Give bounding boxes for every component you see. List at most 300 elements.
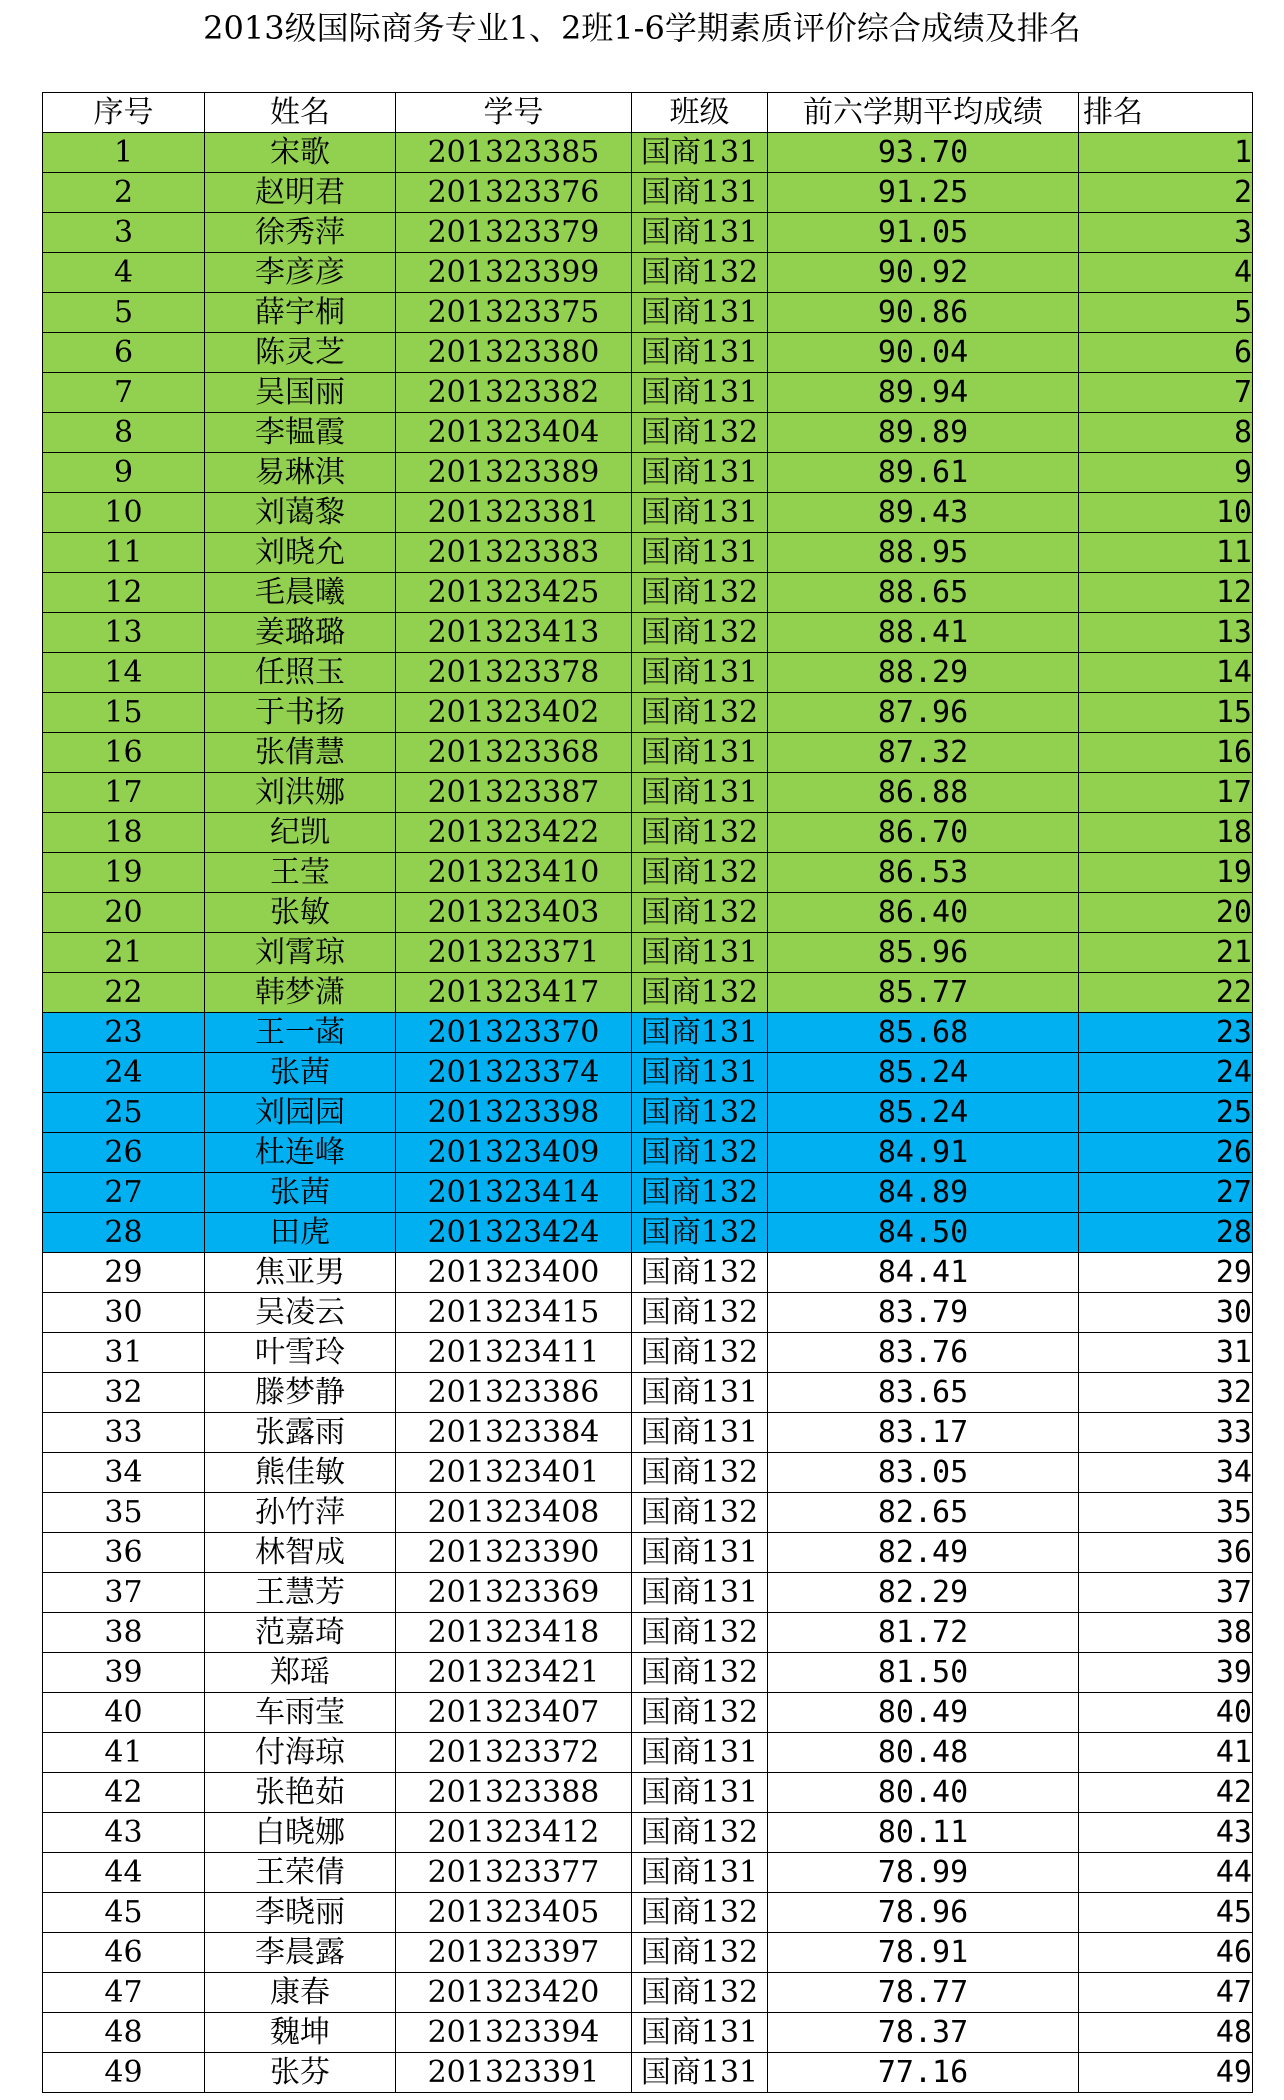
- table-row: [43, 173, 1253, 213]
- cell-class: 国商132: [632, 1333, 768, 1373]
- cell-rank: 47: [1079, 1973, 1253, 2013]
- cell-average-score: 80.49: [768, 1693, 1079, 1733]
- cell-seq: 47: [43, 1973, 205, 2013]
- cell-name: 宋歌: [205, 133, 396, 173]
- cell-seq: 21: [43, 933, 205, 973]
- cell-class: 国商131: [632, 1413, 768, 1453]
- table-row: [43, 893, 1253, 933]
- page-title: 2013级国际商务专业1、2班1-6学期素质评价综合成绩及排名: [203, 9, 1081, 47]
- table-row: [43, 1453, 1253, 1493]
- cell-class: 国商131: [632, 1573, 768, 1613]
- cell-class: 国商131: [632, 493, 768, 533]
- cell-average-score: 86.40: [768, 893, 1079, 933]
- cell-rank: 8: [1079, 413, 1253, 453]
- cell-seq: 27: [43, 1173, 205, 1213]
- cell-rank: 3: [1079, 213, 1253, 253]
- table-row: [43, 613, 1253, 653]
- table-row: [43, 853, 1253, 893]
- cell-rank: 28: [1079, 1213, 1253, 1253]
- table-row: [43, 653, 1253, 693]
- cell-seq: 20: [43, 893, 205, 933]
- cell-student-id: 201323389: [396, 453, 632, 493]
- cell-average-score: 83.17: [768, 1413, 1079, 1453]
- table-row: [43, 1213, 1253, 1253]
- cell-average-score: 90.92: [768, 253, 1079, 293]
- cell-seq: 48: [43, 2013, 205, 2053]
- cell-rank: 35: [1079, 1493, 1253, 1533]
- cell-average-score: 84.50: [768, 1213, 1079, 1253]
- cell-class: 国商131: [632, 1533, 768, 1573]
- cell-student-id: 201323421: [396, 1653, 632, 1693]
- cell-name: 田虎: [205, 1213, 396, 1253]
- cell-average-score: 85.96: [768, 933, 1079, 973]
- cell-student-id: 201323386: [396, 1373, 632, 1413]
- cell-average-score: 88.65: [768, 573, 1079, 613]
- cell-rank: 14: [1079, 653, 1253, 693]
- table-row: [43, 1293, 1253, 1333]
- cell-class: 国商132: [632, 1173, 768, 1213]
- cell-student-id: 201323385: [396, 133, 632, 173]
- cell-class: 国商132: [632, 613, 768, 653]
- cell-student-id: 201323401: [396, 1453, 632, 1493]
- cell-class: 国商132: [632, 1453, 768, 1493]
- cell-seq: 32: [43, 1373, 205, 1413]
- cell-rank: 45: [1079, 1893, 1253, 1933]
- cell-seq: 25: [43, 1093, 205, 1133]
- cell-name: 刘洪娜: [205, 773, 396, 813]
- cell-average-score: 91.05: [768, 213, 1079, 253]
- cell-class: 国商132: [632, 1693, 768, 1733]
- cell-average-score: 90.04: [768, 333, 1079, 373]
- table-body: [43, 133, 1253, 2093]
- cell-average-score: 78.77: [768, 1973, 1079, 2013]
- cell-rank: 12: [1079, 573, 1253, 613]
- table-row: [43, 1013, 1253, 1053]
- cell-seq: 2: [43, 173, 205, 213]
- cell-name: 吴国丽: [205, 373, 396, 413]
- cell-student-id: 201323390: [396, 1533, 632, 1573]
- cell-class: 国商131: [632, 373, 768, 413]
- cell-seq: 34: [43, 1453, 205, 1493]
- cell-seq: 23: [43, 1013, 205, 1053]
- cell-average-score: 88.29: [768, 653, 1079, 693]
- cell-seq: 16: [43, 733, 205, 773]
- cell-name: 魏坤: [205, 2013, 396, 2053]
- cell-rank: 22: [1079, 973, 1253, 1013]
- cell-average-score: 85.24: [768, 1093, 1079, 1133]
- cell-name: 徐秀萍: [205, 213, 396, 253]
- cell-student-id: 201323422: [396, 813, 632, 853]
- cell-student-id: 201323377: [396, 1853, 632, 1893]
- cell-class: 国商131: [632, 653, 768, 693]
- table-row: [43, 573, 1253, 613]
- cell-average-score: 78.91: [768, 1933, 1079, 1973]
- cell-average-score: 82.29: [768, 1573, 1079, 1613]
- cell-name: 吴凌云: [205, 1293, 396, 1333]
- cell-class: 国商132: [632, 1093, 768, 1133]
- cell-name: 范嘉琦: [205, 1613, 396, 1653]
- cell-class: 国商131: [632, 173, 768, 213]
- cell-rank: 10: [1079, 493, 1253, 533]
- cell-name: 付海琼: [205, 1733, 396, 1773]
- cell-seq: 39: [43, 1653, 205, 1693]
- cell-rank: 19: [1079, 853, 1253, 893]
- cell-name: 孙竹萍: [205, 1493, 396, 1533]
- cell-name: 于书扬: [205, 693, 396, 733]
- cell-seq: 26: [43, 1133, 205, 1173]
- cell-name: 杜连峰: [205, 1133, 396, 1173]
- cell-class: 国商132: [632, 253, 768, 293]
- cell-name: 张露雨: [205, 1413, 396, 1453]
- cell-name: 刘霄琼: [205, 933, 396, 973]
- cell-rank: 30: [1079, 1293, 1253, 1333]
- cell-seq: 5: [43, 293, 205, 333]
- cell-seq: 45: [43, 1893, 205, 1933]
- cell-class: 国商132: [632, 573, 768, 613]
- cell-student-id: 201323408: [396, 1493, 632, 1533]
- cell-rank: 43: [1079, 1813, 1253, 1853]
- cell-student-id: 201323418: [396, 1613, 632, 1653]
- cell-student-id: 201323413: [396, 613, 632, 653]
- cell-rank: 4: [1079, 253, 1253, 293]
- cell-average-score: 88.41: [768, 613, 1079, 653]
- cell-name: 任照玉: [205, 653, 396, 693]
- cell-student-id: 201323388: [396, 1773, 632, 1813]
- cell-student-id: 201323399: [396, 253, 632, 293]
- cell-student-id: 201323411: [396, 1333, 632, 1373]
- table-row: [43, 933, 1253, 973]
- cell-name: 叶雪玲: [205, 1333, 396, 1373]
- table-row: [43, 1933, 1253, 1973]
- cell-student-id: 201323425: [396, 573, 632, 613]
- cell-average-score: 85.24: [768, 1053, 1079, 1093]
- cell-student-id: 201323379: [396, 213, 632, 253]
- cell-seq: 46: [43, 1933, 205, 1973]
- cell-rank: 46: [1079, 1933, 1253, 1973]
- cell-class: 国商132: [632, 1613, 768, 1653]
- header-rank: 排名: [1079, 93, 1253, 133]
- cell-seq: 28: [43, 1213, 205, 1253]
- cell-class: 国商131: [632, 1013, 768, 1053]
- cell-rank: 23: [1079, 1013, 1253, 1053]
- cell-student-id: 201323368: [396, 733, 632, 773]
- table-row: [43, 1053, 1253, 1093]
- cell-student-id: 201323420: [396, 1973, 632, 2013]
- cell-average-score: 90.86: [768, 293, 1079, 333]
- cell-seq: 29: [43, 1253, 205, 1293]
- table-row: [43, 333, 1253, 373]
- cell-average-score: 89.94: [768, 373, 1079, 413]
- cell-average-score: 87.96: [768, 693, 1079, 733]
- table-row: [43, 373, 1253, 413]
- table-row: [43, 1853, 1253, 1893]
- cell-class: 国商132: [632, 853, 768, 893]
- cell-class: 国商132: [632, 973, 768, 1013]
- cell-rank: 11: [1079, 533, 1253, 573]
- cell-average-score: 83.79: [768, 1293, 1079, 1333]
- cell-student-id: 201323415: [396, 1293, 632, 1333]
- cell-student-id: 201323387: [396, 773, 632, 813]
- cell-student-id: 201323410: [396, 853, 632, 893]
- table-row: [43, 693, 1253, 733]
- cell-name: 郑瑶: [205, 1653, 396, 1693]
- cell-average-score: 85.68: [768, 1013, 1079, 1053]
- cell-seq: 43: [43, 1813, 205, 1853]
- cell-seq: 38: [43, 1613, 205, 1653]
- cell-seq: 13: [43, 613, 205, 653]
- table-row: [43, 2053, 1253, 2093]
- table-row: [43, 773, 1253, 813]
- scores-table: [42, 92, 1253, 2093]
- cell-student-id: 201323381: [396, 493, 632, 533]
- cell-name: 薛宇桐: [205, 293, 396, 333]
- cell-name: 车雨莹: [205, 1693, 396, 1733]
- cell-average-score: 78.99: [768, 1853, 1079, 1893]
- table-row: [43, 453, 1253, 493]
- cell-student-id: 201323397: [396, 1933, 632, 1973]
- table-row: [43, 1133, 1253, 1173]
- cell-name: 白晓娜: [205, 1813, 396, 1853]
- cell-student-id: 201323400: [396, 1253, 632, 1293]
- cell-class: 国商131: [632, 213, 768, 253]
- cell-average-score: 78.96: [768, 1893, 1079, 1933]
- table-row: [43, 1573, 1253, 1613]
- cell-seq: 22: [43, 973, 205, 1013]
- cell-average-score: 80.11: [768, 1813, 1079, 1853]
- cell-average-score: 86.88: [768, 773, 1079, 813]
- table-row: [43, 1653, 1253, 1693]
- cell-name: 王慧芳: [205, 1573, 396, 1613]
- cell-class: 国商132: [632, 1973, 768, 2013]
- cell-average-score: 84.89: [768, 1173, 1079, 1213]
- cell-name: 张茜: [205, 1053, 396, 1093]
- cell-average-score: 89.43: [768, 493, 1079, 533]
- cell-average-score: 78.37: [768, 2013, 1079, 2053]
- cell-average-score: 83.65: [768, 1373, 1079, 1413]
- table-row: [43, 1253, 1253, 1293]
- cell-class: 国商131: [632, 533, 768, 573]
- cell-rank: 29: [1079, 1253, 1253, 1293]
- cell-student-id: 201323424: [396, 1213, 632, 1253]
- cell-class: 国商131: [632, 2013, 768, 2053]
- table-row: [43, 1893, 1253, 1933]
- cell-class: 国商132: [632, 813, 768, 853]
- cell-average-score: 77.16: [768, 2053, 1079, 2093]
- cell-rank: 7: [1079, 373, 1253, 413]
- cell-class: 国商131: [632, 133, 768, 173]
- cell-student-id: 201323414: [396, 1173, 632, 1213]
- header-student-id: 学号: [396, 93, 632, 133]
- cell-class: 国商131: [632, 733, 768, 773]
- cell-class: 国商132: [632, 693, 768, 733]
- cell-class: 国商132: [632, 1653, 768, 1693]
- cell-seq: 40: [43, 1693, 205, 1733]
- cell-rank: 48: [1079, 2013, 1253, 2053]
- table-row: [43, 1333, 1253, 1373]
- table-row: [43, 813, 1253, 853]
- cell-student-id: 201323384: [396, 1413, 632, 1453]
- cell-class: 国商131: [632, 773, 768, 813]
- cell-name: 王莹: [205, 853, 396, 893]
- cell-average-score: 81.72: [768, 1613, 1079, 1653]
- cell-class: 国商132: [632, 413, 768, 453]
- cell-average-score: 84.91: [768, 1133, 1079, 1173]
- cell-class: 国商131: [632, 1733, 768, 1773]
- cell-seq: 18: [43, 813, 205, 853]
- cell-seq: 36: [43, 1533, 205, 1573]
- table-row: [43, 533, 1253, 573]
- cell-name: 王荣倩: [205, 1853, 396, 1893]
- cell-seq: 41: [43, 1733, 205, 1773]
- table-row: [43, 1813, 1253, 1853]
- table-row: [43, 1773, 1253, 1813]
- cell-class: 国商131: [632, 333, 768, 373]
- cell-student-id: 201323383: [396, 533, 632, 573]
- cell-student-id: 201323378: [396, 653, 632, 693]
- cell-student-id: 201323405: [396, 1893, 632, 1933]
- cell-average-score: 93.70: [768, 133, 1079, 173]
- cell-seq: 44: [43, 1853, 205, 1893]
- cell-student-id: 201323409: [396, 1133, 632, 1173]
- cell-student-id: 201323407: [396, 1693, 632, 1733]
- cell-class: 国商131: [632, 1773, 768, 1813]
- cell-rank: 9: [1079, 453, 1253, 493]
- table-row: [43, 1373, 1253, 1413]
- cell-rank: 39: [1079, 1653, 1253, 1693]
- cell-class: 国商132: [632, 1933, 768, 1973]
- cell-name: 王一菡: [205, 1013, 396, 1053]
- cell-rank: 40: [1079, 1693, 1253, 1733]
- table-row: [43, 1533, 1253, 1573]
- cell-rank: 32: [1079, 1373, 1253, 1413]
- cell-rank: 26: [1079, 1133, 1253, 1173]
- cell-class: 国商132: [632, 1253, 768, 1293]
- cell-average-score: 86.70: [768, 813, 1079, 853]
- header-class: 班级: [632, 93, 768, 133]
- cell-average-score: 80.40: [768, 1773, 1079, 1813]
- cell-rank: 37: [1079, 1573, 1253, 1613]
- cell-rank: 21: [1079, 933, 1253, 973]
- table-row: [43, 2013, 1253, 2053]
- cell-seq: 19: [43, 853, 205, 893]
- cell-rank: 27: [1079, 1173, 1253, 1213]
- cell-student-id: 201323374: [396, 1053, 632, 1093]
- cell-name: 康春: [205, 1973, 396, 2013]
- table-row: [43, 133, 1253, 173]
- cell-name: 李晓丽: [205, 1893, 396, 1933]
- cell-class: 国商132: [632, 1813, 768, 1853]
- cell-class: 国商132: [632, 1893, 768, 1933]
- cell-name: 姜璐璐: [205, 613, 396, 653]
- cell-name: 滕梦静: [205, 1373, 396, 1413]
- cell-class: 国商132: [632, 1493, 768, 1533]
- cell-student-id: 201323380: [396, 333, 632, 373]
- table-row: [43, 1173, 1253, 1213]
- cell-class: 国商132: [632, 1133, 768, 1173]
- cell-student-id: 201323403: [396, 893, 632, 933]
- header-seq: 序号: [43, 93, 205, 133]
- cell-seq: 35: [43, 1493, 205, 1533]
- cell-student-id: 201323375: [396, 293, 632, 333]
- cell-name: 李彦彦: [205, 253, 396, 293]
- cell-rank: 24: [1079, 1053, 1253, 1093]
- cell-rank: 25: [1079, 1093, 1253, 1133]
- cell-seq: 6: [43, 333, 205, 373]
- cell-rank: 6: [1079, 333, 1253, 373]
- table-row: [43, 1493, 1253, 1533]
- cell-name: 李韫霞: [205, 413, 396, 453]
- cell-average-score: 84.41: [768, 1253, 1079, 1293]
- table-row: [43, 253, 1253, 293]
- cell-seq: 33: [43, 1413, 205, 1453]
- cell-student-id: 201323404: [396, 413, 632, 453]
- cell-rank: 34: [1079, 1453, 1253, 1493]
- cell-rank: 42: [1079, 1773, 1253, 1813]
- cell-rank: 16: [1079, 733, 1253, 773]
- cell-seq: 37: [43, 1573, 205, 1613]
- cell-rank: 33: [1079, 1413, 1253, 1453]
- cell-name: 焦亚男: [205, 1253, 396, 1293]
- cell-name: 易琳淇: [205, 453, 396, 493]
- header-average-score: 前六学期平均成绩: [768, 93, 1079, 133]
- cell-student-id: 201323372: [396, 1733, 632, 1773]
- cell-class: 国商132: [632, 893, 768, 933]
- cell-name: 毛晨曦: [205, 573, 396, 613]
- cell-seq: 14: [43, 653, 205, 693]
- header-name: 姓名: [205, 93, 396, 133]
- cell-rank: 17: [1079, 773, 1253, 813]
- table-row: [43, 733, 1253, 773]
- table-row: [43, 1613, 1253, 1653]
- cell-class: 国商131: [632, 2053, 768, 2093]
- cell-name: 李晨露: [205, 1933, 396, 1973]
- cell-name: 熊佳敏: [205, 1453, 396, 1493]
- cell-rank: 49: [1079, 2053, 1253, 2093]
- table-row: [43, 293, 1253, 333]
- cell-rank: 15: [1079, 693, 1253, 733]
- cell-average-score: 91.25: [768, 173, 1079, 213]
- cell-rank: 2: [1079, 173, 1253, 213]
- cell-name: 刘园园: [205, 1093, 396, 1133]
- cell-class: 国商131: [632, 293, 768, 333]
- cell-class: 国商131: [632, 1053, 768, 1093]
- table-row: [43, 493, 1253, 533]
- cell-name: 刘蔼黎: [205, 493, 396, 533]
- cell-average-score: 82.49: [768, 1533, 1079, 1573]
- cell-student-id: 201323369: [396, 1573, 632, 1613]
- table-row: [43, 213, 1253, 253]
- cell-seq: 49: [43, 2053, 205, 2093]
- cell-name: 纪凯: [205, 813, 396, 853]
- cell-average-score: 85.77: [768, 973, 1079, 1013]
- cell-class: 国商131: [632, 1373, 768, 1413]
- cell-seq: 31: [43, 1333, 205, 1373]
- cell-average-score: 81.50: [768, 1653, 1079, 1693]
- cell-seq: 3: [43, 213, 205, 253]
- cell-student-id: 201323402: [396, 693, 632, 733]
- table-row: [43, 1413, 1253, 1453]
- cell-student-id: 201323417: [396, 973, 632, 1013]
- cell-rank: 18: [1079, 813, 1253, 853]
- table-header-row: [43, 93, 1253, 133]
- cell-name: 陈灵芝: [205, 333, 396, 373]
- cell-name: 张倩慧: [205, 733, 396, 773]
- cell-seq: 4: [43, 253, 205, 293]
- cell-name: 赵明君: [205, 173, 396, 213]
- cell-student-id: 201323398: [396, 1093, 632, 1133]
- cell-seq: 8: [43, 413, 205, 453]
- cell-name: 张艳茹: [205, 1773, 396, 1813]
